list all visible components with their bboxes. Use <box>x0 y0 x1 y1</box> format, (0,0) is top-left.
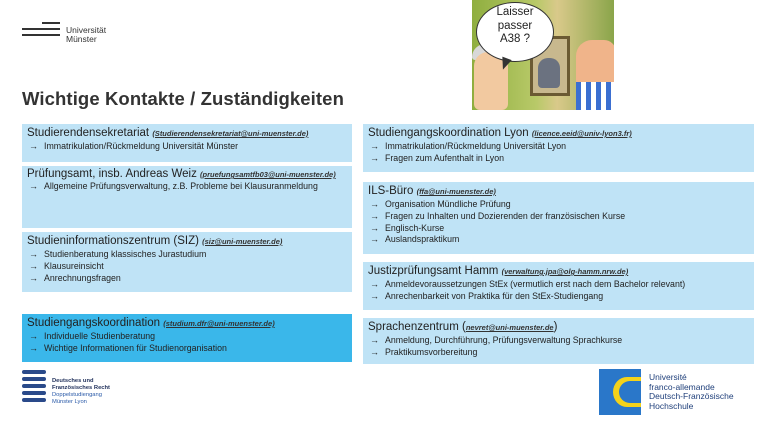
contact-email-link[interactable]: (Studierendensekretariat@uni-muenster.de) <box>152 129 309 138</box>
email-paren-close: ) <box>553 321 558 333</box>
list-item: → Immatrikulation/Rückmeldung Universität Lyon <box>370 141 749 153</box>
list-item: → Allgemeine Prüfungsverwaltung, z.B. Probleme bei Klausuranmeldung <box>29 181 347 193</box>
university-logo <box>22 14 142 46</box>
contact-title: Prüfungsamt, insb. Andreas Weiz <box>27 168 197 180</box>
list-item: → Englisch-Kurse <box>370 223 749 235</box>
contact-box-sprachenzentrum <box>363 318 754 364</box>
list-item: → Klausureinsicht <box>29 261 347 273</box>
page-title: Wichtige Kontakte / Zuständigkeiten <box>22 88 344 109</box>
list-item: → Anmeldevoraussetzungen StEx (vermutlich erst nach dem Bachelor relevant) <box>370 279 749 291</box>
list-item: → Immatrikulation/Rückmeldung Universität Münster <box>29 141 347 153</box>
contact-title: ILS-Büro <box>368 185 414 197</box>
contact-email-link[interactable]: (siz@uni-muenster.de) <box>202 237 283 246</box>
list-item: → Wichtige Informationen für Studienorganisation <box>29 343 347 355</box>
contact-email-link[interactable]: (verwaltung.jpa@olg-hamm.nrw.de) <box>501 267 629 276</box>
contact-box-studiengangskoordination <box>22 314 352 362</box>
dfr-program-logo: Deutsches und Französisches Recht Doppelstudiengang Münster Lyon <box>22 368 132 414</box>
contact-email-link[interactable]: (pruefungsamtfb03@uni-muenster.de) <box>200 170 336 179</box>
clerk-figure <box>538 58 560 88</box>
contact-box-justizpruefungsamt <box>363 262 754 310</box>
ufa-dfh-logo: Université franco-allemande Deutsch-Französische Hochschule <box>599 369 749 417</box>
contact-box-studierendensekretariat <box>22 124 352 162</box>
contact-email-link[interactable]: (ffa@uni-muenster.de) <box>416 187 496 196</box>
contact-title: Sprachenzentrum <box>368 321 459 333</box>
contact-box-lyon <box>363 124 754 172</box>
contact-box-pruefungsamt <box>22 166 352 228</box>
list-item: → Organisation Mündliche Prüfung <box>370 199 749 211</box>
contact-box-ils-buero <box>363 182 754 254</box>
paragraph-logo-icon <box>22 370 46 410</box>
ufa-logo-icon <box>599 369 641 415</box>
list-item: → Praktikumsvorbereitung <box>370 347 749 359</box>
contact-title: Studieninformationszentrum (SIZ) <box>27 235 199 247</box>
contact-title: Studierendensekretariat <box>27 127 150 139</box>
contact-title: Justizprüfungsamt Hamm <box>368 265 499 277</box>
contact-email-link[interactable]: nevret@uni-muenster.de <box>465 323 554 332</box>
logo-mark-icon <box>22 22 62 40</box>
contact-box-siz <box>22 232 352 292</box>
list-item: → Studienberatung klassisches Jurastudium <box>29 249 347 261</box>
contact-title: Studiengangskoordination Lyon <box>368 127 529 139</box>
contact-title: Studiengangskoordination <box>27 317 160 329</box>
list-item: → Auslandspraktikum <box>370 234 749 246</box>
list-item: → Individuelle Studienberatung <box>29 331 347 343</box>
list-item: → Anrechnungsfragen <box>29 273 347 285</box>
email-paren-open: ( <box>461 321 466 333</box>
contact-email-link[interactable]: (licence.eeid@univ-lyon3.fr) <box>531 129 632 138</box>
logo-text-line1: Universität <box>66 25 107 35</box>
logo-text-line2: Münster <box>66 34 97 44</box>
list-item: → Anmeldung, Durchführung, Prüfungsverwaltung Sprachkurse <box>370 335 749 347</box>
list-item: → Fragen zum Aufenthalt in Lyon <box>370 153 749 165</box>
list-item: → Anrechenbarkeit von Praktika für den StEx-Studiengang <box>370 291 749 303</box>
speech-bubble-text: Laisser passer A38 ? <box>496 6 534 45</box>
list-item: → Fragen zu Inhalten und Dozierenden der französischen Kurse <box>370 211 749 223</box>
contact-email-link[interactable]: (studium.dfr@uni-muenster.de) <box>163 319 275 328</box>
